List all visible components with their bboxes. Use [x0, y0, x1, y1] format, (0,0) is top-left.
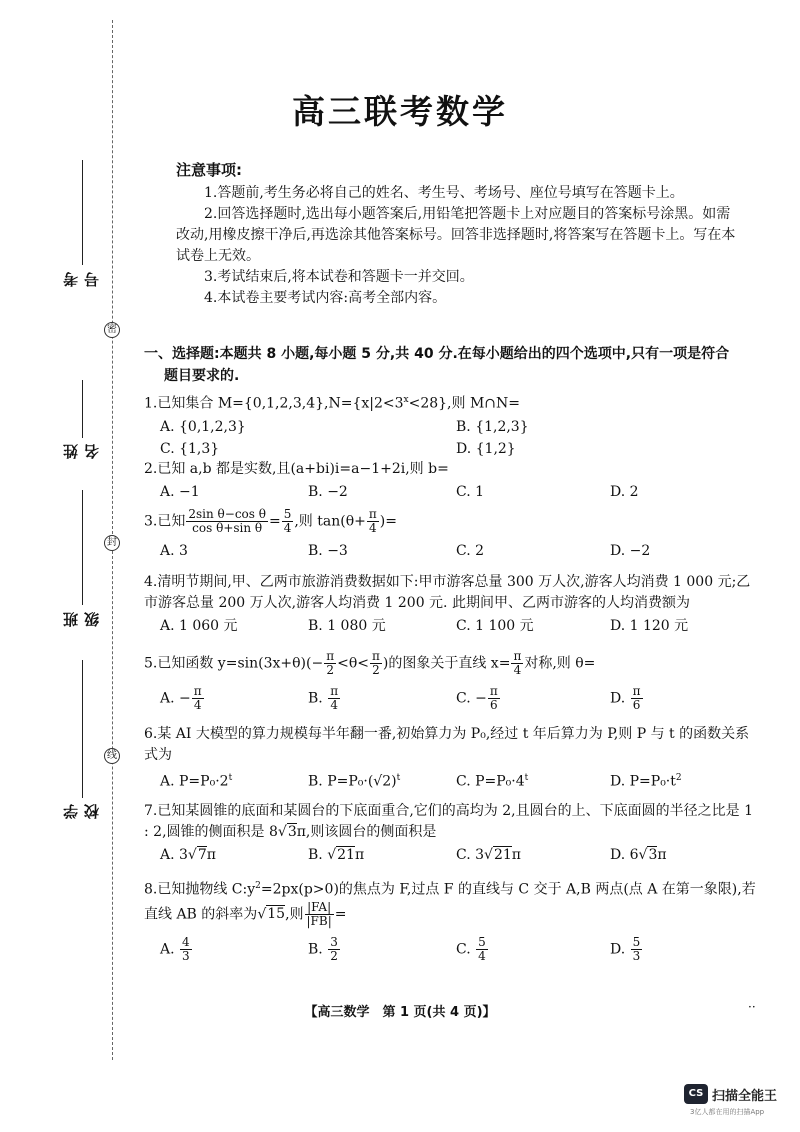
question-3-option-c[interactable]: C. 2 — [456, 543, 485, 559]
question-6-options — [144, 768, 756, 790]
question-1-option-d[interactable]: D. {1,2} — [456, 440, 516, 457]
scanner-tagline: 3亿人都在用的扫描App — [690, 1108, 765, 1116]
question-2-options — [144, 482, 756, 504]
question-5 — [144, 650, 756, 719]
question-4-option-d[interactable]: D. 1 120 元 — [610, 618, 689, 634]
notice-item-4: 4.本试卷主要考试内容:高考全部内容。 — [204, 290, 447, 306]
q3-ratio-fraction: $\frac{\text{2sin θ−cos θ}}{\text{cos θ+sin θ}}$ — [188, 507, 266, 535]
exam-title: 高三联考数学 — [292, 92, 508, 131]
seal-mark-feng: 封 — [104, 535, 120, 551]
question-6-option-c[interactable]: C. $P=P_0\cdot 4^t$ — [456, 773, 529, 790]
camscanner-logo-icon: CS — [684, 1084, 708, 1104]
q3-value-fraction: $\frac{5}{4}$ — [283, 507, 292, 535]
page-footer: 【高三数学 第 1 页(共 4 页)】 — [304, 1005, 496, 1020]
section-heading-line1: 一、选择题:本题共 8 小题,每小题 5 分,共 40 分.在每小题给出的四个选项中,只有一项是符合 — [144, 346, 730, 362]
question-8-option-c[interactable]: C. $\frac{5}{4}$ — [456, 934, 486, 963]
school-blank[interactable] — [82, 660, 83, 798]
section-heading — [144, 343, 756, 387]
question-7-option-b[interactable]: B. √21π — [308, 847, 365, 863]
question-2-option-c[interactable]: C. 1 — [456, 484, 485, 500]
question-2-option-b[interactable]: B. −2 — [308, 484, 348, 500]
question-6-option-d[interactable]: D. $P=P_0\cdot t^2$ — [610, 773, 682, 790]
footer-dots: ·· — [748, 1000, 756, 1014]
class-label: 班级 — [62, 610, 101, 627]
notice-block — [176, 160, 736, 309]
notice-heading: 注意事项: — [176, 161, 242, 179]
question-4-option-a[interactable]: A. 1 060 元 — [160, 618, 238, 634]
question-8 — [144, 876, 756, 970]
question-1 — [144, 390, 756, 461]
question-7 — [144, 801, 756, 867]
question-3-option-b[interactable]: B. −3 — [308, 543, 348, 559]
question-3-option-d[interactable]: D. −2 — [610, 543, 651, 559]
question-8-options — [144, 936, 756, 970]
school-label: 学校 — [62, 802, 101, 819]
question-5-option-a[interactable]: A. − $\frac{\pi}{4}$ — [160, 684, 202, 712]
question-5-option-b[interactable]: B. $\frac{\pi}{4}$ — [308, 684, 339, 712]
name-blank[interactable] — [82, 380, 83, 438]
question-2-stem: 2.已知 a,b 都是实数,且(a+bi)i=a−1+2i,则 b= — [144, 461, 449, 477]
question-8-option-b[interactable]: B. $\frac{3}{2}$ — [308, 934, 338, 963]
notice-item-3: 3.考试结束后,将本试卷和答题卡一并交回。 — [204, 269, 474, 285]
question-1-options — [144, 417, 756, 461]
question-4-options — [144, 616, 756, 638]
notice-item-2: 2.回答选择题时,选出每小题答案后,用铅笔把答题卡上对应题目的答案标号涂黑。如需改动,用橡皮擦干净后,再选涂其他答案标号。回答非选择题时,将答案写在答题卡上。写在本试卷上无效。 — [176, 206, 736, 264]
question-3-option-a[interactable]: A. 3 — [160, 543, 188, 559]
question-5-option-d[interactable]: D. $\frac{\pi}{6}$ — [610, 684, 641, 712]
question-3-stem: 3.已知 $\frac{\text{2sin θ−cos θ}}{\text{cos θ+sin θ}}$ = $\frac{5}{4}$ ,则 tan(θ+ $\frac{\pi}{4}$ )= — [144, 507, 397, 535]
question-6-option-a[interactable]: A. $P=P_0\cdot 2^t$ — [160, 773, 233, 790]
question-4-stem: 4.清明节期间,甲、乙两市旅游消费数据如下:甲市游客总量 300 万人次,游客人均消费 1 000 元;乙市游客总量 200 万人次,游客人均消费 1 200 元. 此期间甲、乙两市游客的人均消费额为 — [144, 574, 751, 611]
question-8-stem: 8.已知抛物线 $C:y^2=2px(p>0)$的焦点为 F,过点 F 的直线与 C 交于 A,B 两点(点 A 在第一象限),若直线 AB 的斜率为√15,则 $\frac{|FA|}{|FB|}$ = — [144, 881, 756, 928]
exam-number-label: 考号 — [62, 270, 101, 287]
question-4 — [144, 572, 756, 638]
question-1-option-b[interactable]: B. {1,2,3} — [456, 418, 529, 435]
question-2 — [144, 459, 756, 504]
question-8-option-a[interactable]: A. $\frac{4}{3}$ — [160, 934, 190, 963]
q8-ratio-fraction: $\frac{|FA|}{|FB|}$ — [306, 899, 332, 928]
question-5-stem: 5.已知函数 y=sin(3x+θ)(− $\frac{\pi}{2}$ <θ< $\frac{\pi}{2}$ )的图象关于直线 x= $\frac{\pi}{4}$ 对称,则 θ= — [144, 649, 596, 677]
question-6 — [144, 724, 756, 790]
question-4-option-c[interactable]: C. 1 100 元 — [456, 618, 534, 634]
question-1-option-c[interactable]: C. {1,3} — [160, 440, 220, 457]
question-8-option-d[interactable]: D. $\frac{5}{3}$ — [610, 934, 641, 963]
section-heading-line2: 题目要求的. — [164, 368, 240, 384]
class-blank[interactable] — [82, 490, 83, 605]
question-5-options — [144, 685, 756, 719]
question-2-option-d[interactable]: D. 2 — [610, 484, 639, 500]
question-3 — [144, 508, 756, 563]
notice-item-1: 1.答题前,考生务必将自己的姓名、考生号、考场号、座位号填写在答题卡上。 — [204, 185, 684, 201]
question-1-stem: 1.已知集合 $M=\{0,1,2,3,4\},N=\{x|2<3^x<28\}$,则 M∩N= — [144, 395, 521, 412]
question-5-option-c[interactable]: C. − $\frac{\pi}{6}$ — [456, 684, 498, 712]
question-1-option-a[interactable]: A. {0,1,2,3} — [160, 418, 246, 435]
seal-mark-xian: 线 — [104, 748, 120, 764]
question-7-stem: 7.已知某圆锥的底面和某圆台的下底面重合,它们的高均为 2,且圆台的上、下底面圆的半径之比是 1 : 2,圆锥的侧面积是 8√3π,则该圆台的侧面积是 — [144, 803, 753, 840]
question-2-option-a[interactable]: A. −1 — [160, 484, 200, 500]
seal-mark-mi: 密 — [104, 322, 120, 338]
question-7-options — [144, 845, 756, 867]
question-7-option-a[interactable]: A. 3√7π — [160, 847, 216, 863]
scanner-watermark — [682, 1082, 792, 1122]
question-6-stem: 6.某 AI 大模型的算力规模每半年翻一番,初始算力为 P₀,经过 t 年后算力为 P,则 P 与 t 的函数关系式为 — [144, 726, 750, 763]
question-7-option-d[interactable]: D. 6√3π — [610, 847, 667, 863]
q3-pi-fraction: $\frac{\pi}{4}$ — [368, 507, 377, 535]
name-label: 姓名 — [62, 442, 101, 459]
exam-number-blank[interactable] — [82, 160, 83, 265]
question-6-option-b[interactable]: B. $P=P_0\cdot(√2)^t$ — [308, 773, 401, 790]
question-7-option-c[interactable]: C. 3√21π — [456, 847, 521, 863]
question-4-option-b[interactable]: B. 1 080 元 — [308, 618, 386, 634]
scanner-app-name: 扫描全能王 — [712, 1089, 778, 1104]
question-3-options — [144, 541, 756, 563]
